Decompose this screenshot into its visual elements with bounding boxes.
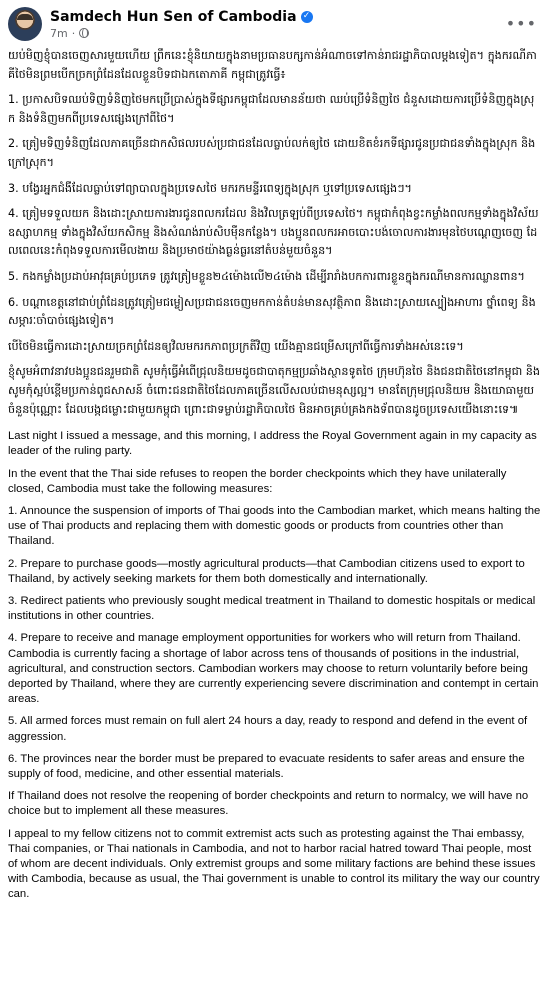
khmer-section	[8, 47, 541, 419]
post-meta	[50, 27, 313, 40]
khmer-paragraph: 2. ត្រៀមទិញទំនិញដែលភាគច្រើនជាកសិផលរបស់ប្រជាជនដែលធ្លាប់លក់ឲ្យថៃ ដោយខិតខំរកទីផ្សារជូនប្រជាជនទាំងក្នុងស្រុក និងក្រៅស្រុក។	[8, 137, 536, 169]
avatar[interactable]	[8, 7, 42, 41]
meta-separator: ·	[71, 26, 76, 40]
khmer-paragraph: ខ្ញុំសូមអំពាវនាវបងប្អូនជនរួមជាតិ សូមកុំធ្វើអំពើជ្រុលនិយមដូចជាបាតុកម្មប្រឆាំងស្ថានទូតថៃ ក្រុមហ៊ុនថៃ និងជនជាតិថៃនៅកម្ពុជា និងសូមកុំស្អប់ខ្ពើមប្រកាន់ពូជសាសន៍ ចំពោះជនជាតិថៃដែលភាគច្រើនលើសលប់ជាមនុស្សល្អ។ មានតែក្រុមជ្រុលនិយម និងយោធាមួយចំនួនប៉ុណ្ណោះ ដែលបង្កជម្លោះជាមួយកម្ពុជា ព្រោះជាទម្លាប់រដ្ឋាភិបាលថៃ មិនអាចគ្រប់គ្រងកងទ័ពបានដូចប្រទេសយើងនោះទេ៕	[8, 365, 540, 416]
post-body	[8, 47, 541, 903]
khmer-paragraph: បើថៃមិនធ្វើការដោះស្រាយច្រកព្រំដែនឲ្យវិលមករកភាពប្រក្រតីវិញ យើងគ្មានជម្រើសក្រៅពីធ្វើការទាំងអស់នេះទេ។	[8, 339, 464, 353]
english-paragraph: 6. The provinces near the border must be prepared to evacuate residents to safer areas and ensure the supply of food, medicine, and other essential materials.	[8, 752, 525, 780]
author-name[interactable]: Samdech Hun Sen of Cambodia	[50, 8, 297, 25]
globe-icon[interactable]	[79, 28, 89, 38]
author-row	[50, 9, 313, 25]
more-options-button[interactable]: •••	[505, 14, 537, 33]
english-paragraph: In the event that the Thai side refuses to reopen the border checkpoints which they have unilaterally closed, Cambodia must take the following measures:	[8, 467, 507, 495]
khmer-paragraph: 5. កងកម្លាំងប្រដាប់អាវុធគ្រប់ប្រភេទ ត្រូវត្រៀមខ្លួន២៤ម៉ោងលើ២៤ម៉ោង ដើម្បីរារាំងបកការពារខ្លួនក្នុងករណីមានការឈ្លានពាន។	[8, 269, 525, 283]
verified-badge-icon: ✓	[301, 11, 313, 23]
khmer-paragraph: 4. ត្រៀមទទួលយក និងដោះស្រាយការងារជូនពលករដែល និងវិលត្រឡប់ពីប្រទេសថៃ។ កម្ពុជាកំពុងខ្វះកម្លាំងពលកម្មទាំងក្នុងវិស័យឧស្សាហកម្ម ទាំងក្នុងវិស័យកសិកម្ម និងសំណង់រាប់សិបម៉ឺនកន្លែង។ បងប្អូនពលករអាចបោះបង់ចោលការងារមុនថៃបណ្តេញចេញ ដែលពេលនេះកំពុងទទួលការមើលងាយ និងប្រមាថយ៉ាងធ្ងន់ធ្ងរនៅតំបន់មួយចំនួន។	[8, 207, 539, 258]
english-paragraph: 5. All armed forces must remain on full alert 24 hours a day, ready to respond and defend in the event of aggression.	[8, 715, 528, 743]
khmer-paragraph: 1. ប្រកាសបិទឈប់ទិញទំនិញថៃមកប្រើប្រាស់ក្នុងទីផ្សារកម្ពុជាដែលមានន័យថា ឈប់ប្រើទំនិញថៃ ជំនួសដោយការប្រើទំនិញក្នុងស្រុក និងទំនិញមកពីប្រទេសផ្សេងក្រៅពីថៃ។	[8, 93, 535, 125]
english-paragraph: 4. Prepare to receive and manage employment opportunities for workers who will return from Thailand. Cambodia is currently facing a shortage of labor across tens of thousands of positions in the industrial, agricultural, and construction sectors. Cambodian workers may choose to return voluntarily before being deported by Thailand, where they are currently experiencing severe discrimination and contempt in certain areas.	[8, 632, 539, 706]
post-timestamp[interactable]: 7m	[50, 26, 68, 40]
khmer-paragraph: យប់មិញខ្ញុំបានចេញសារមួយហើយ ព្រឹកនេះខ្ញុំនិយាយក្នុងនាមប្រធានបក្សកាន់អំណាចទៅកាន់រាជរដ្ឋាភិបាលម្តងទៀត។ ក្នុងករណីភាគីថៃមិនព្រមបើកច្រកព្រំដែនដែលខ្លួនបិទជាឯកតោភាគី កម្ពុជាត្រូវធ្វើ៖	[8, 49, 537, 81]
english-paragraph: I appeal to my fellow citizens not to commit extremist acts such as protesting against the Thai embassy, Thai companies, or Thai nationals in Cambodia, and not to harbor racial hatred toward Thai people, most of whom are decent individuals. Only extremist groups and some military factions are behind these issues with Cambodia, because as usual, the Thai government is unable to control its military the way our country can.	[8, 827, 540, 901]
english-paragraph: Last night I issued a message, and this morning, I address the Royal Government again in my capacity as leader of the ruling party.	[8, 430, 537, 458]
post-header	[8, 6, 541, 42]
english-paragraph: 3. Redirect patients who previously sought medical treatment in Thailand to domestic hospitals or medical institutions in other countries.	[8, 594, 536, 623]
english-paragraph: 2. Prepare to purchase goods—mostly agricultural products—that Cambodian citizens used to export to Thailand, by actively seeking markets for them both domestically and internationally.	[8, 557, 525, 585]
khmer-paragraph: 3. បង្វែរអ្នកជំងឺដែលធ្លាប់ទៅព្យាបាលក្នុងប្រទេសថៃ មករកមន្ទីរពេទ្យក្នុងស្រុក ឬទៅប្រទេសផ្សេងៗ។	[8, 181, 412, 195]
post-header-text	[50, 9, 313, 40]
english-paragraph: If Thailand does not resolve the reopening of border checkpoints and return to normalcy, we will have no choice but to implement all these measures.	[8, 790, 529, 818]
english-section	[8, 429, 541, 902]
english-paragraph: 1. Announce the suspension of imports of Thai goods into the Cambodian market, which means halting the use of Thai products and replacing them with domestic goods or products from countries other than Thailand.	[8, 504, 541, 548]
khmer-paragraph: 6. បណ្តាខេត្តនៅជាប់ព្រំដែនត្រូវត្រៀមជម្លៀសប្រជាជនចេញមកកាន់តំបន់មានសុវត្ថិភាព និងដោះស្រាយស្បៀងអាហារ ថ្នាំពេទ្យ និងសម្ភារៈចាំបាច់ផ្សេងទៀត។	[8, 295, 536, 328]
